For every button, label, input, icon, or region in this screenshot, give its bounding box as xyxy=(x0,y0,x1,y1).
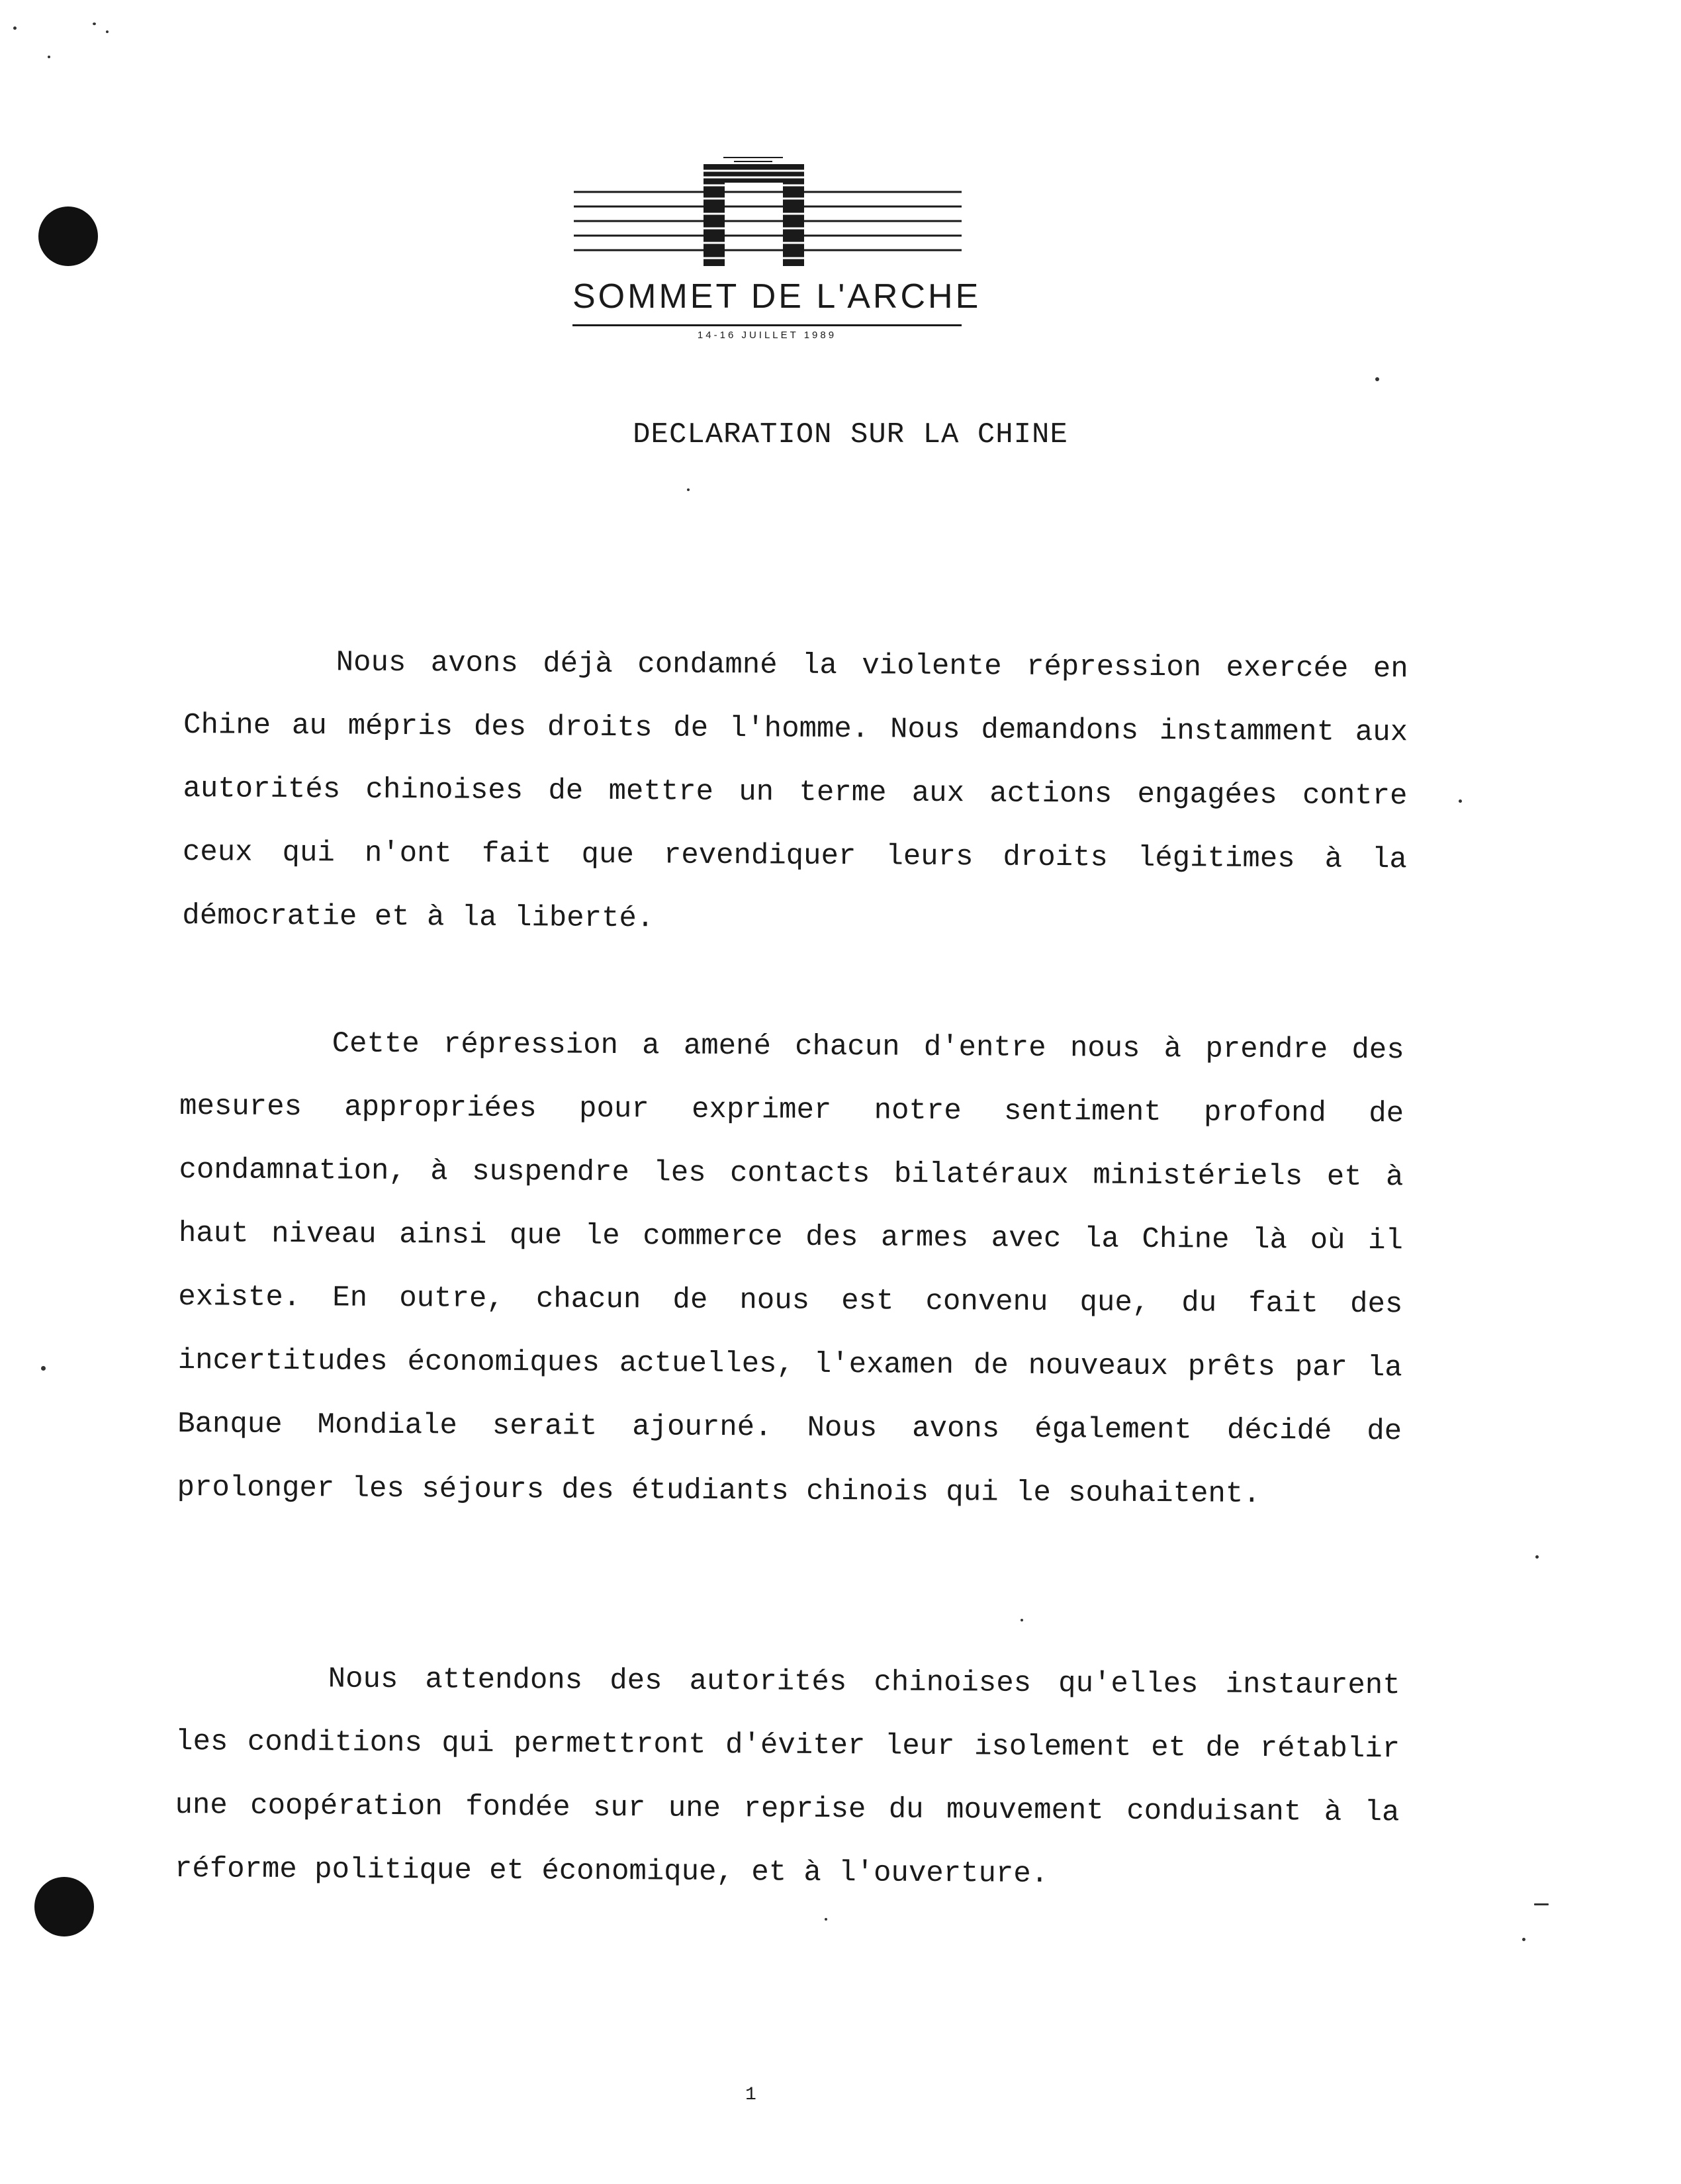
scan-speck xyxy=(1459,799,1462,803)
paragraph-condemnation: Nous avons déjà condamné la violente répression exercée en Chine au mépris des droits de l'homme. Nous demandons instamment aux autorités chinoises de mettre un terme aux actions engagées contre ceux qui n'ont fait que revendiquer leurs droits légitimes à la démocratie et à la liberté. xyxy=(182,646,1408,936)
scan-speck xyxy=(1522,1938,1525,1941)
scan-speck xyxy=(1021,1619,1023,1621)
scan-speck xyxy=(41,1366,46,1371)
logo-date: 14-16 JUILLET 1989 xyxy=(697,330,837,341)
summit-logo xyxy=(572,151,981,349)
paragraph-expectations: Nous attendons des autorités chinoises qu'elles instaurent les conditions qui permettront d'éviter leur isolement et de rétablir une coopération fondée sur une reprise du mouvement conduisant à la réforme politique et économique, et à l'ouverture. xyxy=(174,1662,1400,1891)
paragraph-measures: Cette répression a amené chacun d'entre nous à prendre des mesures appropriées pour exprimer notre sentiment profond de condamnation, à suspendre les contacts bilatéraux ministériels et à haut niveau ainsi que le commerce des armes avec la Chine là où il existe. En outre, chacun de nous est convenu que, du fait des incertitudes économiques actuelles, l'examen de nouveaux prêts par la Banque Mondiale serait ajourné. Nous avons également décidé de prolonger les séjours des étudiants chinois qui le souhaitent. xyxy=(177,1027,1404,1511)
punch-hole-top xyxy=(38,206,98,266)
scan-speck xyxy=(1534,1903,1549,1905)
logo-divider xyxy=(572,324,962,326)
scan-speck xyxy=(48,56,50,58)
arch-emblem-icon xyxy=(572,151,962,270)
scan-speck xyxy=(13,26,17,30)
punch-hole-bottom xyxy=(34,1877,94,1936)
document-title: DECLARATION SUR LA CHINE xyxy=(633,418,1068,451)
logo-name: SOMMET DE L'ARCHE xyxy=(572,277,981,316)
scan-speck xyxy=(687,488,690,491)
scan-speck xyxy=(93,23,96,25)
scan-speck xyxy=(1375,377,1379,381)
scan-speck xyxy=(106,30,109,33)
scan-speck xyxy=(1535,1555,1539,1559)
page-number: 1 xyxy=(745,2085,756,2105)
scan-speck xyxy=(825,1918,827,1921)
